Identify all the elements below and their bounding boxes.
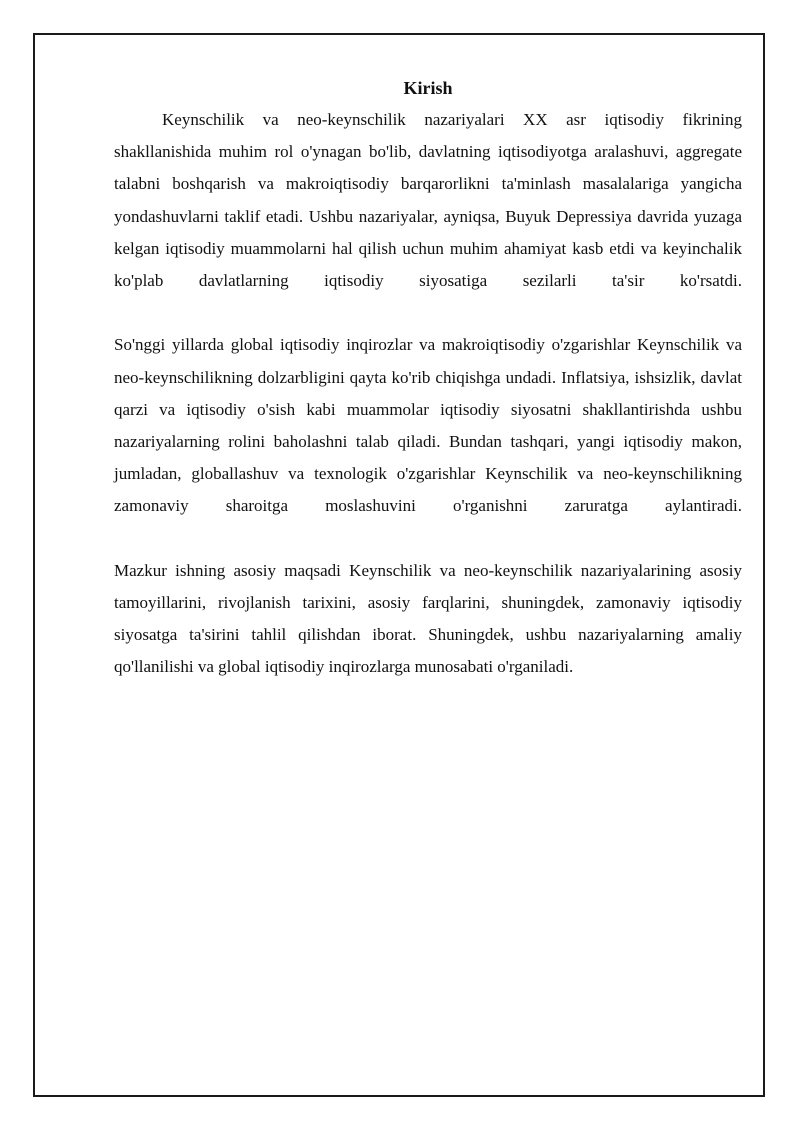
paragraph-intro: Keynschilik va neo-keynschilik nazariyalari XX asr iqtisodiy fikrining shakllanishida muhim rol o'ynagan bo'lib, davlatning iqtisodiyotga aralashuvi, aggregate talabni boshqarish va makroiqtisodiy barqarorlikni ta'minlash masalalariga yangicha yondashuvlarni taklif etadi. Ushbu nazariyalar, ayniqsa, Buyuk Depressiya davrida yuzaga kelgan iqtisodiy muammolarni hal qilish uchun muhim ahamiyat kasb etdi va keyinchalik ko'plab davlatlarning iqtisodiy siyosatiga sezilarli ta'sir ko'rsatdi. — [114, 110, 742, 291]
document-body — [114, 72, 742, 684]
paragraph-goal: Mazkur ishning asosiy maqsadi Keynschilik va neo-keynschilik nazariyalarining asosiy tamoyillarini, rivojlanish tarixini, asosiy farqlarini, shuningdek, zamonaviy iqtisodiy siyosatga ta'sirini tahlil qilishdan iborat. Shuningdek, ushbu nazariyalarning amaliy qo'llanilishi va global iqtisodiy inqirozlarga munosabati o'rganiladi. — [114, 560, 742, 677]
paragraph-spacer — [114, 297, 742, 329]
paragraph-spacer — [114, 523, 742, 555]
paragraph-context: So'nggi yillarda global iqtisodiy inqirozlar va makroiqtisodiy o'zgarishlar Keynschilik va neo-keynschilikning dolzarbligini qayta ko'rib chiqishga undadi. Inflatsiya, ishsizlik, davlat qarzi va iqtisodiy o'sish kabi muammolar iqtisodiy siyosatni shakllantirishda ushbu nazariyalarning rolini baholashni talab qiladi. Bundan tashqari, yangi iqtisodiy makon, jumladan, globallashuv va texnologik o'zgarishlar Keynschilik va neo-keynschilikning zamonaviy sharoitga moslashuvini o'rganishni zaruratga aylantiradi. — [114, 335, 742, 516]
document-title: Kirish — [403, 78, 453, 98]
